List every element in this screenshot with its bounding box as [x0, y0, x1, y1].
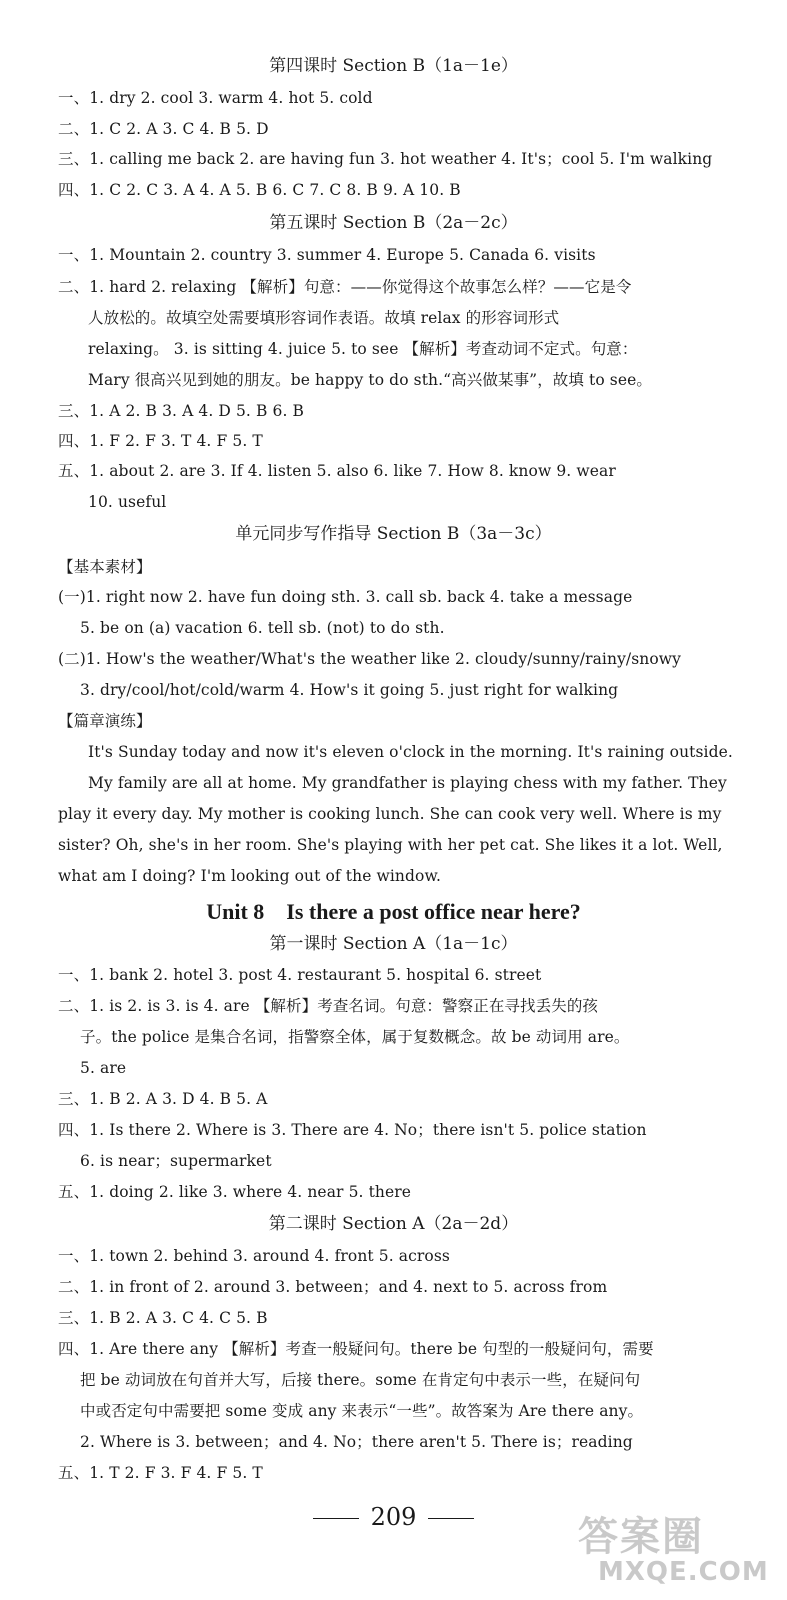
- answer-line: 三、1. B 2. A 3. C 4. C 5. B: [58, 1309, 268, 1327]
- answer-line: 人放松的。故填空处需要填形容词作表语。故填 relax 的形容词形式: [88, 309, 560, 327]
- answer-line: 三、1. calling me back 2. are having fun 3. hot weather 4. It's；cool 5. I'm walking: [58, 150, 713, 168]
- watermark-text: 答案圈: [578, 1514, 704, 1560]
- essay-line: what am I doing? I'm looking out of the window.: [58, 867, 442, 885]
- answer-line: 3. dry/cool/hot/cold/warm 4. How's it going 5. just right for walking: [80, 681, 619, 699]
- answer-line: Mary 很高兴见到她的朋友。be happy to do sth.“高兴做某事”，故填 to see。: [88, 371, 653, 389]
- answer-line: 二、1. in front of 2. around 3. between；and 4. next to 5. across from: [58, 1278, 608, 1296]
- lesson-heading-4: 第四课时 Section B（1a－1e）: [269, 56, 518, 76]
- answer-line: 子。the police 是集合名词，指警察全体，属于复数概念。故 be 动词用 are。: [80, 1028, 630, 1046]
- essay-line: It's Sunday today and now it's eleven o'clock in the morning. It's raining outside.: [88, 743, 733, 761]
- answer-line: 把 be 动词放在句首并大写，后接 there。some 在肯定句中表示一些，在疑问句: [80, 1371, 641, 1389]
- answer-line: 三、1. A 2. B 3. A 4. D 5. B 6. B: [58, 402, 305, 420]
- answer-line: 10. useful: [88, 493, 167, 511]
- page-number-dash-right: [428, 1518, 474, 1520]
- answer-line: 一、1. Mountain 2. country 3. summer 4. Europe 5. Canada 6. visits: [58, 246, 596, 264]
- answer-line: relaxing。 3. is sitting 4. juice 5. to see 【解析】考查动词不定式。句意：: [88, 340, 638, 358]
- answer-line: (二)1. How's the weather/What's the weather like 2. cloudy/sunny/rainy/snowy: [58, 650, 682, 668]
- answer-line: 五、1. about 2. are 3. If 4. listen 5. also 6. like 7. How 8. know 9. wear: [58, 462, 616, 480]
- watermark-logo: [560, 1505, 782, 1595]
- answer-line: 2. Where is 3. between；and 4. No；there aren't 5. There is；reading: [80, 1433, 633, 1451]
- answer-line: 四、1. F 2. F 3. T 4. F 5. T: [58, 432, 263, 450]
- answer-line: 五、1. T 2. F 3. F 4. F 5. T: [58, 1464, 263, 1482]
- answer-line: 四、1. Is there 2. Where is 3. There are 4. No；there isn't 5. police station: [58, 1121, 647, 1139]
- unit-title: Unit 8 Is there a post office near here?: [206, 899, 581, 924]
- essay-line: My family are all at home. My grandfather is playing chess with my father. They: [88, 774, 727, 792]
- section-label: 【基本素材】: [58, 558, 152, 576]
- answer-line: 二、1. is 2. is 3. is 4. are 【解析】考查名词。句意：警察正在寻找丢失的孩: [58, 997, 599, 1015]
- answer-line: 一、1. bank 2. hotel 3. post 4. restaurant 5. hospital 6. street: [58, 966, 542, 984]
- answer-line: 二、1. C 2. A 3. C 4. B 5. D: [58, 120, 269, 138]
- answer-line: (一)1. right now 2. have fun doing sth. 3. call sb. back 4. take a message: [58, 588, 633, 606]
- writing-guide-heading: 单元同步写作指导 Section B（3a－3c）: [235, 524, 552, 544]
- answer-line: 6. is near；supermarket: [80, 1152, 272, 1170]
- essay-line: play it every day. My mother is cooking lunch. She can cook very well. Where is my: [58, 805, 722, 823]
- answer-line: 5. are: [80, 1059, 127, 1077]
- answer-line: 五、1. doing 2. like 3. where 4. near 5. there: [58, 1183, 412, 1201]
- answer-line: 三、1. B 2. A 3. D 4. B 5. A: [58, 1090, 268, 1108]
- section-label: 【篇章演练】: [58, 712, 152, 730]
- answer-line: 5. be on (a) vacation 6. tell sb. (not) to do sth.: [80, 619, 445, 637]
- answer-line: 中或否定句中需要把 some 变成 any 来表示“一些”。故答案为 Are there any。: [80, 1402, 644, 1420]
- answer-line: 二、1. hard 2. relaxing 【解析】句意：——你觉得这个故事怎么样？——它是令: [58, 278, 632, 296]
- lesson-heading-2: 第二课时 Section A（2a－2d）: [268, 1214, 519, 1234]
- lesson-heading-5: 第五课时 Section B（2a－2c）: [269, 213, 518, 233]
- page-number-dash-left: [313, 1518, 359, 1520]
- answer-line: 一、1. dry 2. cool 3. warm 4. hot 5. cold: [58, 89, 373, 107]
- watermark-url: MXQE.COM: [598, 1557, 769, 1587]
- answer-line: 一、1. town 2. behind 3. around 4. front 5. across: [58, 1247, 450, 1265]
- answer-line: 四、1. C 2. C 3. A 4. A 5. B 6. C 7. C 8. B 9. A 10. B: [58, 181, 461, 199]
- lesson-heading-1: 第一课时 Section A（1a－1c）: [269, 934, 518, 954]
- essay-line: sister? Oh, she's in her room. She's playing with her pet cat. She likes it a lot. Well,: [58, 836, 723, 854]
- page-number-text: 209: [370, 1503, 417, 1531]
- answer-line: 四、1. Are there any 【解析】考查一般疑问句。there be 句型的一般疑问句，需要: [58, 1340, 654, 1358]
